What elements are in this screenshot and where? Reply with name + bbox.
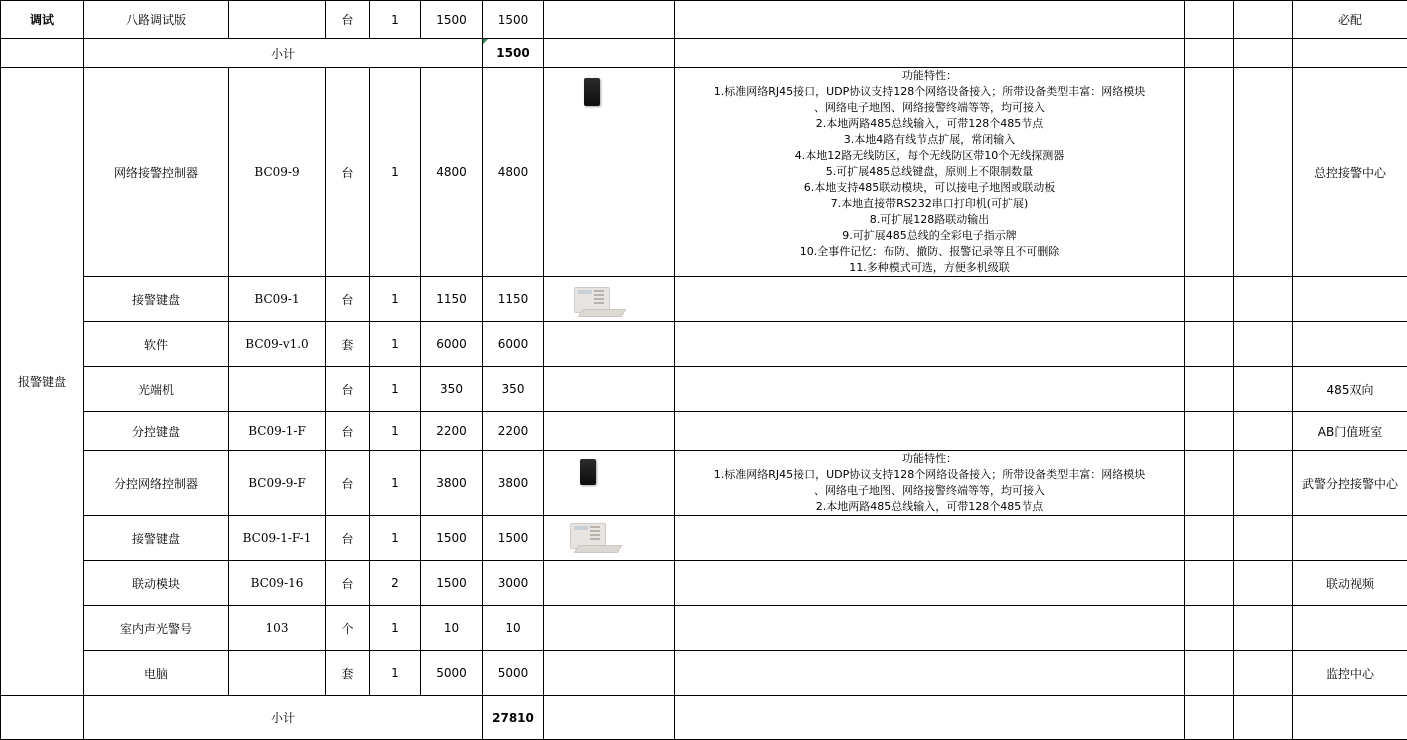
model-cell: BC09-1: [229, 277, 326, 322]
item-name-cell: 软件: [84, 322, 229, 367]
description-line: 11.多种模式可选，方便多机级联: [679, 260, 1180, 276]
description-line: 功能特性：: [679, 68, 1180, 84]
note-cell: 联动视频: [1293, 561, 1407, 606]
description-cell: [675, 277, 1185, 322]
image-cell: [544, 561, 675, 606]
price-cell: 1500: [421, 1, 483, 39]
model-cell: BC09-9-F: [229, 451, 326, 516]
empty-cell: [1234, 516, 1293, 561]
item-name-cell: 电脑: [84, 651, 229, 696]
price-cell: 1500: [421, 516, 483, 561]
qty-cell: 1: [370, 68, 421, 277]
total-cell: 2200: [483, 412, 544, 451]
description-line: 7.本地直接带RS232串口打印机(可扩展): [679, 196, 1180, 212]
price-cell: 350: [421, 367, 483, 412]
table-row: [1, 606, 1407, 651]
description-line: 2.本地两路485总线输入，可带128个485节点: [679, 499, 1180, 515]
image-cell: [544, 651, 675, 696]
unit-cell: 个: [326, 606, 370, 651]
category-cell: 调试: [1, 1, 84, 39]
item-name-cell: 联动模块: [84, 561, 229, 606]
empty-cell: [1, 39, 84, 68]
empty-cell: [1234, 277, 1293, 322]
description-line: 功能特性：: [679, 451, 1180, 467]
price-cell: 4800: [421, 68, 483, 277]
subtotal-row: [1, 39, 1407, 68]
total-cell: 1500: [483, 516, 544, 561]
note-cell: AB门值班室: [1293, 412, 1407, 451]
empty-cell: [1234, 651, 1293, 696]
description-cell: [675, 606, 1185, 651]
model-cell: BC09-9: [229, 68, 326, 277]
table-row: [1, 412, 1407, 451]
empty-cell: [1185, 1, 1234, 39]
black-controller-box-icon: [584, 78, 600, 106]
empty-cell: [1234, 367, 1293, 412]
image-cell: [544, 451, 675, 516]
empty-cell: [1185, 451, 1234, 516]
unit-cell: 套: [326, 651, 370, 696]
comment-marker-icon: [483, 39, 488, 44]
item-name-cell: 分控键盘: [84, 412, 229, 451]
table-row: [1, 367, 1407, 412]
empty-cell: [1185, 696, 1234, 740]
table-row: [1, 651, 1407, 696]
model-cell: [229, 367, 326, 412]
qty-cell: 1: [370, 277, 421, 322]
model-cell: BC09-v1.0: [229, 322, 326, 367]
empty-cell: [1234, 39, 1293, 68]
description-cell: [675, 1, 1185, 39]
description-line: 10.全事件记忆：布防、撤防、报警记录等且不可删除: [679, 244, 1180, 260]
table-row: [1, 1, 1407, 39]
description-line: 1.标准网络RJ45接口，UDP协议支持128个网络设备接入；所带设备类型丰富：网络模块: [679, 467, 1180, 483]
total-cell: 1150: [483, 277, 544, 322]
description-line: 5.可扩展485总线键盘，原则上不限制数量: [679, 164, 1180, 180]
description-cell: [675, 651, 1185, 696]
subtotal-value-cell: [483, 39, 544, 68]
item-name-cell: 八路调试版: [84, 1, 229, 39]
table-row: [1, 277, 1407, 322]
image-cell: [544, 1, 675, 39]
unit-cell: 台: [326, 68, 370, 277]
unit-cell: 台: [326, 451, 370, 516]
unit-cell: 套: [326, 322, 370, 367]
description-line: 2.本地两路485总线输入，可带128个485节点: [679, 116, 1180, 132]
note-cell: 监控中心: [1293, 651, 1407, 696]
total-cell: 350: [483, 367, 544, 412]
empty-cell: [1185, 322, 1234, 367]
model-cell: BC09-1-F-1: [229, 516, 326, 561]
empty-cell: [1185, 516, 1234, 561]
total-cell: 10: [483, 606, 544, 651]
description-line: 8.可扩展128路联动输出: [679, 212, 1180, 228]
total-cell: 5000: [483, 651, 544, 696]
empty-cell: [1234, 451, 1293, 516]
unit-cell: 台: [326, 367, 370, 412]
note-cell: [1293, 606, 1407, 651]
unit-cell: 台: [326, 516, 370, 561]
item-name-cell: 接警键盘: [84, 516, 229, 561]
empty-cell: [1185, 68, 1234, 277]
description-cell: [675, 367, 1185, 412]
image-cell: [544, 516, 675, 561]
price-cell: 1500: [421, 561, 483, 606]
unit-cell: 台: [326, 1, 370, 39]
note-cell: [1293, 39, 1407, 68]
empty-cell: [1185, 39, 1234, 68]
unit-cell: 台: [326, 412, 370, 451]
table-row: [1, 68, 1407, 277]
unit-cell: 台: [326, 561, 370, 606]
description-line: 6.本地支持485联动模块，可以接电子地图或联动板: [679, 180, 1180, 196]
empty-cell: [1185, 367, 1234, 412]
total-cell: 3000: [483, 561, 544, 606]
description-cell: [675, 561, 1185, 606]
model-cell: [229, 651, 326, 696]
note-cell: 总控接警中心: [1293, 68, 1407, 277]
description-cell: [675, 322, 1185, 367]
description-cell: [675, 412, 1185, 451]
table-row: [1, 516, 1407, 561]
qty-cell: 1: [370, 451, 421, 516]
price-cell: 1150: [421, 277, 483, 322]
empty-cell: [1185, 651, 1234, 696]
image-cell: [544, 39, 675, 68]
black-controller-box-icon: [580, 459, 596, 485]
subtotal-label: 小计: [84, 39, 483, 68]
description-line: 1.标准网络RJ45接口，UDP协议支持128个网络设备接入；所带设备类型丰富：网络模块: [679, 84, 1180, 100]
total-cell: 4800: [483, 68, 544, 277]
note-cell: 必配: [1293, 1, 1407, 39]
image-cell: [544, 606, 675, 651]
description-cell: [675, 39, 1185, 68]
note-cell: [1293, 322, 1407, 367]
note-cell: [1293, 277, 1407, 322]
qty-cell: 1: [370, 322, 421, 367]
description-cell: [675, 696, 1185, 740]
description-cell: [675, 451, 1185, 516]
empty-cell: [1234, 561, 1293, 606]
model-cell: 103: [229, 606, 326, 651]
image-cell: [544, 68, 675, 277]
description-line: 、网络电子地图、网络接警终端等等，均可接入: [679, 100, 1180, 116]
model-cell: [229, 1, 326, 39]
total-cell: 1500: [483, 1, 544, 39]
empty-cell: [1185, 412, 1234, 451]
qty-cell: 1: [370, 651, 421, 696]
description-line: 3.本地4路有线节点扩展，常闭输入: [679, 132, 1180, 148]
qty-cell: 2: [370, 561, 421, 606]
qty-cell: 1: [370, 412, 421, 451]
note-cell: [1293, 696, 1407, 740]
description-line: 9.可扩展485总线的全彩电子指示牌: [679, 228, 1180, 244]
price-cell: 6000: [421, 322, 483, 367]
keypad-icon: [570, 521, 616, 551]
unit-cell: 台: [326, 277, 370, 322]
empty-cell: [1185, 561, 1234, 606]
item-name-cell: 分控网络控制器: [84, 451, 229, 516]
item-name-cell: 接警键盘: [84, 277, 229, 322]
qty-cell: 1: [370, 1, 421, 39]
note-cell: 485双向: [1293, 367, 1407, 412]
subtotal-label: 小计: [84, 696, 483, 740]
description-cell: [675, 516, 1185, 561]
price-cell: 3800: [421, 451, 483, 516]
empty-cell: [1185, 606, 1234, 651]
subtotal-value: 27810: [483, 696, 544, 740]
qty-cell: 1: [370, 367, 421, 412]
item-name-cell: 网络接警控制器: [84, 68, 229, 277]
total-cell: 3800: [483, 451, 544, 516]
empty-cell: [1234, 606, 1293, 651]
image-cell: [544, 322, 675, 367]
table-row: [1, 451, 1407, 516]
description-cell: [675, 68, 1185, 277]
table-row: [1, 322, 1407, 367]
note-cell: [1293, 516, 1407, 561]
price-cell: 2200: [421, 412, 483, 451]
empty-cell: [1234, 68, 1293, 277]
model-cell: BC09-1-F: [229, 412, 326, 451]
description-line: 4.本地12路无线防区，每个无线防区带10个无线探测器: [679, 148, 1180, 164]
note-cell: 武警分控接警中心: [1293, 451, 1407, 516]
empty-cell: [1234, 322, 1293, 367]
subtotal-row: [1, 696, 1407, 740]
empty-cell: [1185, 277, 1234, 322]
image-cell: [544, 412, 675, 451]
category-cell: 报警键盘: [1, 68, 84, 696]
price-cell: 10: [421, 606, 483, 651]
subtotal-value: 1500: [496, 46, 529, 60]
qty-cell: 1: [370, 606, 421, 651]
empty-cell: [1234, 1, 1293, 39]
keypad-icon: [574, 285, 620, 315]
empty-cell: [1234, 412, 1293, 451]
image-cell: [544, 277, 675, 322]
image-cell: [544, 696, 675, 740]
model-cell: BC09-16: [229, 561, 326, 606]
empty-cell: [1234, 696, 1293, 740]
item-name-cell: 光端机: [84, 367, 229, 412]
qty-cell: 1: [370, 516, 421, 561]
image-cell: [544, 367, 675, 412]
total-cell: 6000: [483, 322, 544, 367]
empty-cell: [1, 696, 84, 740]
price-cell: 5000: [421, 651, 483, 696]
table-row: [1, 561, 1407, 606]
item-name-cell: 室内声光警号: [84, 606, 229, 651]
description-line: 、网络电子地图、网络接警终端等等，均可接入: [679, 483, 1180, 499]
